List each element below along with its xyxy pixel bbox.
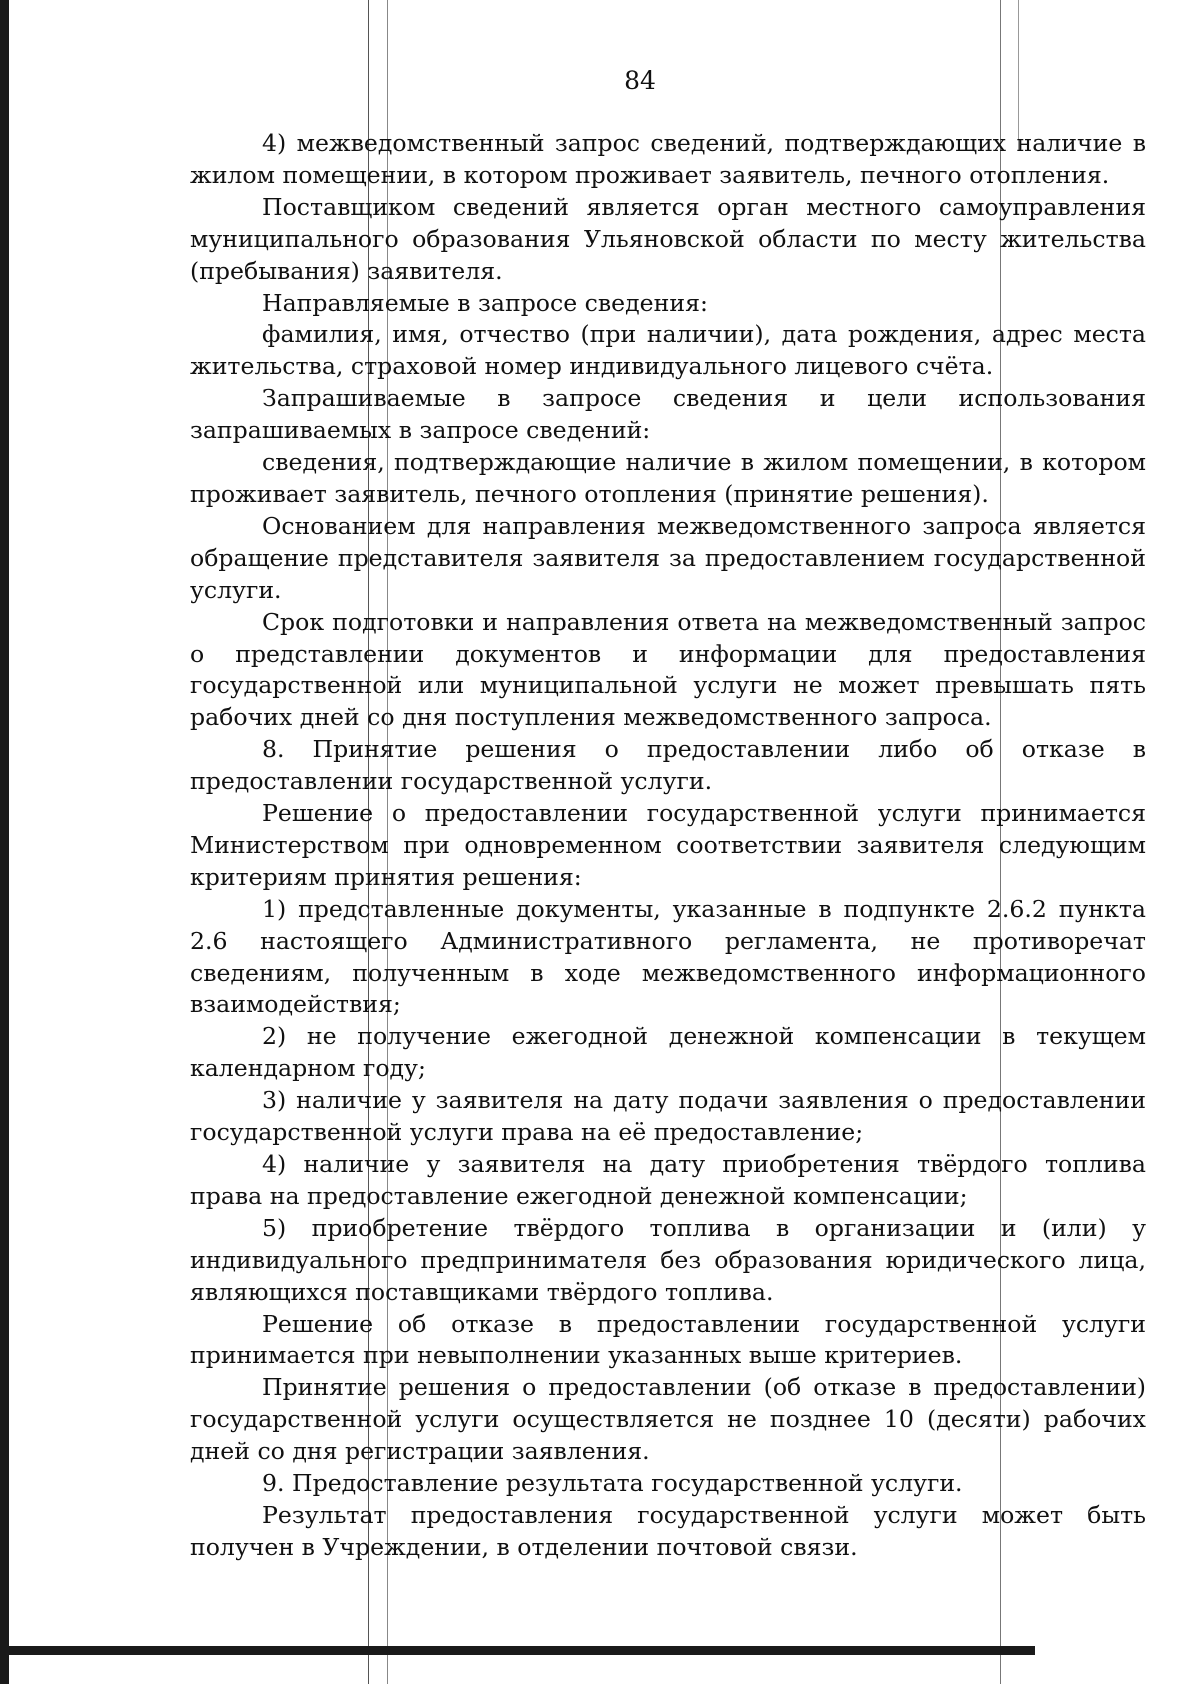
criterion-3: 3) наличие у заявителя на дату подачи заявления о предоставлении государственной услуги права на её предоставление; (190, 1086, 1146, 1147)
paragraph-interagency-request-4: 4) межведомственный запрос сведений, подтверждающих наличие в жилом помещении, в котором проживает заявитель, печного отопления. (190, 129, 1146, 189)
criterion-1: 1) представленные документы, указанные в подпункте 2.6.2 пункта 2.6 настоящего Административного регламента, не противоречат сведениям, полученным в ходе межведомственного информационного взаимодействия; (190, 894, 1146, 1019)
paragraph-requested-data: сведения, подтверждающие наличие в жилом помещении, в котором проживает заявитель, печного отопления (принятие решения). (190, 448, 1146, 508)
paragraph-requested-data-heading: Запрашиваемые в запросе сведения и цели использования запрашиваемых в запросе сведений: (190, 384, 1146, 445)
criterion-4: 4) наличие у заявителя на дату приобретения твёрдого топлива права на предоставление ежегодной денежной компенсации; (190, 1150, 1146, 1210)
paragraph-result-delivery: Результат предоставления государственной услуги может быть получен в Учреждении, в отделении почтовой связи. (190, 1500, 1146, 1561)
section-heading-9: 9. Предоставление результата государственной услуги. (262, 1469, 963, 1498)
criterion-2: 2) не получение ежегодной денежной компенсации в текущем календарном году; (190, 1022, 1146, 1083)
paragraph-supplier: Поставщиком сведений является орган местного самоуправления муниципального образования Ульяновской области по месту жительства (пребывания) заявителя. (190, 192, 1146, 285)
paragraph-sent-data: фамилия, имя, отчество (при наличии), дата рождения, адрес места жительства, страховой номер индивидуального лицевого счёта. (190, 320, 1146, 381)
section-heading-8: 8. Принятие решения о предоставлении либо об отказе в предоставлении государственной услуги. (190, 735, 1146, 796)
paragraph-sent-data-heading: Направляемые в запросе сведения: (262, 288, 708, 317)
paragraph-grounds: Основанием для направления межведомственного запроса является обращение представителя заявителя за предоставлением государственной услуги. (190, 511, 1146, 604)
page-number: 84 (624, 66, 656, 95)
paragraph-refusal: Решение об отказе в предоставлении государственной услуги принимается при невыполнении указанных выше критериев. (190, 1309, 1146, 1370)
paragraph-decision-criteria: Решение о предоставлении государственной услуги принимается Министерством при одновременном соответствии заявителя следующим критериям принятия решения: (190, 799, 1146, 891)
paragraph-decision-term: Принятие решения о предоставлении (об отказе в предоставлении) государственной услуги осуществляется не позднее 10 (десяти) рабочих дней со дня регистрации заявления. (190, 1373, 1146, 1466)
scan-bottom-edge (0, 1646, 1035, 1655)
paragraph-response-term: Срок подготовки и направления ответа на межведомственный запрос о представлении документов и информации для предоставления государственной или муниципальной услуги не может превышать пять рабочих дней со дня поступления межведомственного запроса. (190, 607, 1146, 732)
scan-left-edge (0, 0, 9, 1684)
criterion-5: 5) приобретение твёрдого топлива в организации и (или) у индивидуального предпринимателя без образования юридического лица, являющихся поставщиками твёрдого топлива. (190, 1213, 1146, 1306)
document-body (190, 128, 1146, 1564)
